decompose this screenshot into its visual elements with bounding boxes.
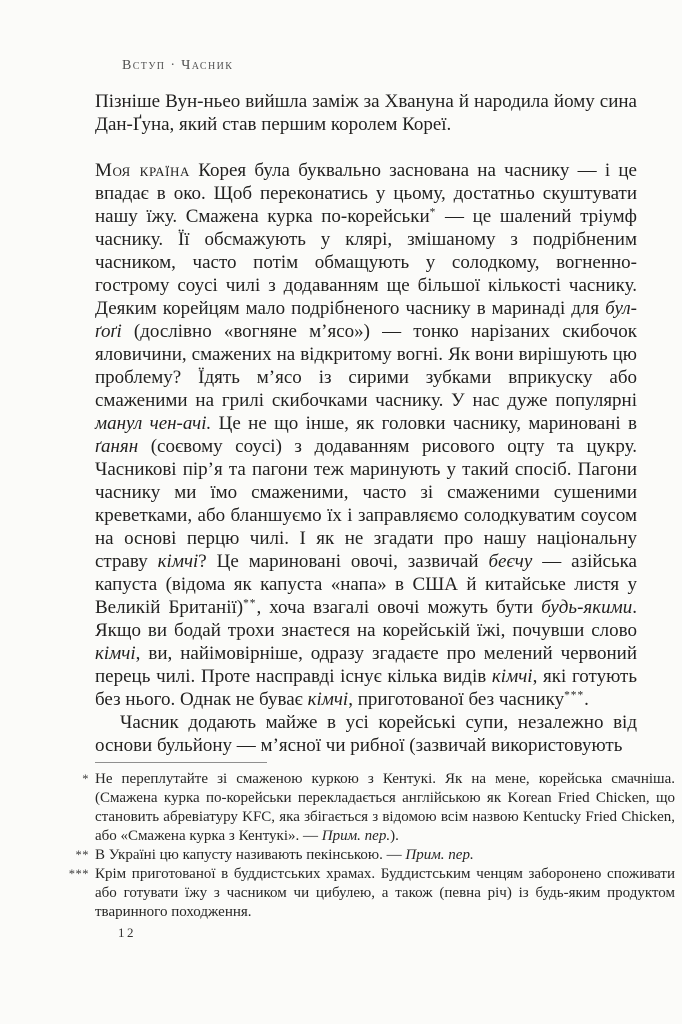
text-segment: манул чен-ачі. — [95, 413, 212, 434]
text-segment: беєчу — [488, 551, 533, 572]
paragraphs — [95, 90, 637, 757]
footnote — [68, 865, 675, 922]
footnote-marker: ** — [75, 848, 89, 862]
running-header: Вступ · Часник — [122, 58, 234, 73]
text-segment: — це шалений тріумф часнику. Її обсмажують у клярі, змішаному з подрібненим часником, часто потім обмащують у солодкому, вогненно-гострому соусі чилі з додаванням ще більшої кількості часнику. Деяким корейцям мало подрібненого часнику в маринаді для — [95, 206, 637, 319]
text-segment: , ви, найімовірніше, одразу згадаєте про мелений червоний перець чилі. Проте насправді існує кілька видів — [95, 643, 637, 687]
text-segment: * — [429, 206, 437, 219]
footnote-text — [95, 847, 474, 863]
text-segment: В Україні цю капусту називають пекінською. — — [95, 847, 406, 863]
footnote-separator — [95, 762, 267, 763]
text-segment: Пізніше Вун-ньео вийшла заміж за Хвануна й народила йому сина Дан-Ґуна, який став першим королем Кореї. — [95, 91, 637, 135]
text-segment: Корея була буквально заснована на часнику — і це впадає в око. Щоб переконатись у цьому, достатньо скуштувати нашу їжу. Смажена курка по-корейськи — [95, 160, 637, 227]
paragraph — [95, 159, 637, 711]
page-number: 12 — [118, 925, 136, 940]
text-segment: (соєвому соусі) з додаванням рисового оцту та цукру. Часникові пір’я та пагони теж маринують у такий спосіб. Пагони часнику ми їмо смаженими, часто зі смаженими сушеними креветками, або бланшуємо їх і заправляємо солодкуватим соусом на основі перцю чилі. І як не згадати про нашу національну страву — [95, 436, 637, 572]
paragraph — [95, 711, 637, 757]
text-segment: *** — [564, 689, 585, 702]
text-segment: будь-якими — [541, 597, 633, 618]
footnote — [82, 770, 675, 846]
footnote — [75, 846, 675, 865]
text-segment: кімчі — [157, 551, 199, 572]
footnote-marker: *** — [68, 867, 89, 881]
text-segment: , приготованої без часнику — [348, 689, 565, 710]
text-segment: Це не що інше, як головки часнику, мариновані в — [211, 413, 637, 434]
text-segment: . — [584, 689, 589, 710]
body-text — [95, 90, 637, 757]
footnote-text — [95, 866, 675, 920]
text-segment: — азійська капуста (відома як капуста «напа» в США й китайське листя у Великій Британії) — [95, 551, 637, 618]
text-segment: ? Це мариновані овочі, зазвичай — [198, 551, 489, 572]
text-segment: ґанян — [95, 436, 139, 457]
text-segment: , хоча взагалі овочі можуть бути — [256, 597, 542, 618]
text-segment: Прим. пер. — [321, 828, 391, 844]
text-segment: кімчі — [491, 666, 533, 687]
text-segment: ** — [243, 597, 257, 610]
text-segment: кімчі — [307, 689, 349, 710]
paragraph — [95, 90, 637, 136]
text-segment: . Якщо ви бодай трохи знаєтеся на корейській їжі, почувши слово — [95, 597, 637, 641]
text-segment: Моя країна — [95, 160, 191, 181]
text-segment: кімчі — [95, 643, 136, 664]
text-segment: Прим. пер. — [405, 847, 474, 863]
footnote-marker: * — [82, 772, 89, 786]
text-segment: Не переплутайте зі смаженою куркою з Кентукі. Як на мене, корейська смачніша. (Смажена курка по-корейськи перекладається англійською як Korean Fried Chicken, що становить абревіатуру KFC, яка збігається з відомою всім назвою Kentucky Fried Chicken, або «Смажена курка з Кентукі». — — [95, 771, 675, 844]
footnote-text — [95, 771, 675, 844]
text-segment: Часник додають майже в усі корейські супи, незалежно від основи бульйону — м’ясної чи рибної (зазвичай використовують — [95, 712, 637, 756]
text-segment: (дослівно «вогняне м’ясо») — тонко нарізаних скибочок яловичини, смажених на відкритому вогні. Як вони вирішують цю проблему? Їдять м’ясо із сирими зубками вприкуску або смаженими на грилі скибочками часнику. У нас дуже популярні — [95, 321, 637, 411]
text-segment: ). — [390, 828, 399, 844]
text-segment: Крім приготованої в буддистських храмах. Буддистським ченцям заборонено споживати або готувати їжу з часником чи цибулею, а також (певна річ) із будь-яким продуктом тваринного походження. — [95, 866, 675, 920]
footnotes-section — [68, 770, 675, 922]
text-segment: , які готують без нього. Однак не буває — [95, 666, 637, 710]
text-segment: бул-ґоґі — [95, 298, 637, 342]
